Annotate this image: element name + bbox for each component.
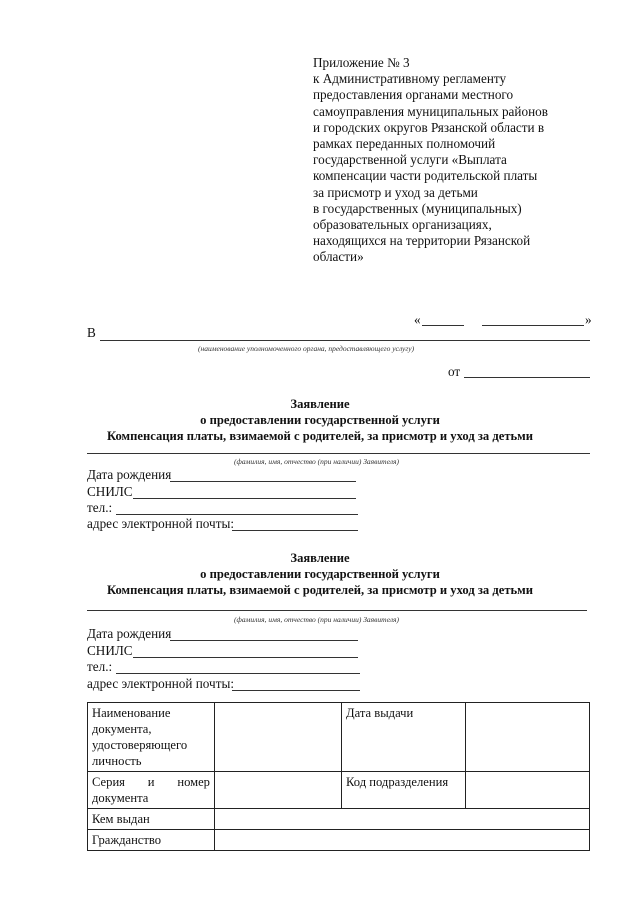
- appendix-line: области»: [313, 249, 364, 265]
- issued-by-label-cell: [88, 809, 215, 830]
- form2-birthdate-label: Дата рождения: [87, 626, 172, 641]
- division-code-label-cell: [342, 772, 466, 809]
- appendix-line: компенсации части родительской платы: [313, 168, 538, 184]
- citizenship-label: Гражданство: [92, 833, 162, 847]
- series-number-value-cell[interactable]: [215, 772, 342, 809]
- form1-phone-blank[interactable]: [116, 514, 358, 515]
- form1-birthdate-row: [87, 467, 171, 483]
- form2-name-hint: (фамилия, имя, отчество (при наличии) Заявителя): [234, 615, 399, 624]
- appendix-line: за присмотр и уход за детьми: [313, 184, 478, 200]
- form1-snils-label: СНИЛС: [87, 484, 133, 499]
- form1-name-blank[interactable]: [87, 453, 590, 454]
- issue-date-label: Дата выдачи: [346, 706, 414, 720]
- date-open-quote: «: [414, 312, 421, 327]
- appendix-line: и городских округов Рязанской области в: [313, 119, 545, 135]
- form1-birthdate-label: Дата рождения: [87, 467, 172, 482]
- table-row: [88, 830, 590, 851]
- form2-email-blank[interactable]: [232, 690, 360, 691]
- form2-email-row: [87, 676, 234, 692]
- form1-title: Заявление: [290, 397, 350, 411]
- appendix-line: предоставления органами местного: [313, 87, 514, 103]
- form1-phone-row: [87, 500, 112, 516]
- form1-name-hint: (фамилия, имя, отчество (при наличии) Заявителя): [234, 457, 399, 466]
- doc-name-label-cell: [88, 703, 215, 772]
- appendix-line: рамках переданных полномочий: [313, 136, 496, 152]
- appendix-line: Приложение № 3: [313, 55, 410, 70]
- form2-snils-label: СНИЛС: [87, 643, 133, 658]
- division-code-value-cell[interactable]: [466, 772, 590, 809]
- form2-phone-label: тел.:: [87, 659, 113, 674]
- series-number-label: [92, 774, 210, 790]
- appendix-line: государственной услуги «Выплата: [313, 152, 507, 168]
- form2-snils-row: [87, 643, 133, 659]
- date-close-quote: »: [585, 312, 592, 327]
- appendix-line: самоуправления муниципальных районов: [313, 103, 548, 119]
- doc-name-label: Наименование документа, удостоверяющего личность: [92, 706, 188, 768]
- citizenship-value-cell[interactable]: [215, 830, 590, 851]
- date-month-blank[interactable]: [482, 325, 584, 326]
- division-code-label: Код подразделения: [346, 775, 449, 789]
- form2-birthdate-blank[interactable]: [170, 640, 358, 641]
- issued-by-value-cell[interactable]: [215, 809, 590, 830]
- document-word: документа: [92, 791, 149, 805]
- recipient-label: В: [87, 325, 96, 340]
- form1-snils-blank[interactable]: [133, 498, 356, 499]
- issued-by-label: Кем выдан: [92, 812, 150, 826]
- form1-email-label: адрес электронной почты:: [87, 516, 234, 531]
- issue-date-label-cell: [342, 703, 466, 772]
- appendix-header: [313, 55, 613, 266]
- form1-phone-label: тел.:: [87, 500, 113, 515]
- doc-name-value-cell[interactable]: [215, 703, 342, 772]
- from-blank[interactable]: [464, 377, 590, 378]
- form1-birthdate-blank[interactable]: [170, 481, 356, 482]
- appendix-line: в государственных (муниципальных): [313, 200, 522, 216]
- form1-email-blank[interactable]: [232, 530, 358, 531]
- recipient-hint: (наименование уполномоченного органа, предоставляющего услугу): [198, 344, 415, 353]
- issue-date-value-cell[interactable]: [466, 703, 590, 772]
- identity-document-table: [87, 702, 590, 851]
- appendix-line: образовательных организациях,: [313, 217, 492, 233]
- form2-phone-row: [87, 659, 112, 675]
- form2-email-label: адрес электронной почты:: [87, 676, 234, 691]
- number-word: номер: [177, 775, 210, 789]
- date-day-blank[interactable]: [422, 325, 464, 326]
- appendix-line: находящихся на территории Рязанской: [313, 233, 531, 249]
- series-number-label-cell: [88, 772, 215, 809]
- form1-email-row: [87, 516, 234, 532]
- form2-birthdate-row: [87, 626, 171, 642]
- form2-name-blank[interactable]: [87, 610, 587, 611]
- form2-subtitle: о предоставлении государственной услуги: [200, 567, 440, 581]
- form2-title: Заявление: [290, 551, 350, 565]
- series-word: Серия: [92, 775, 125, 789]
- citizenship-label-cell: [88, 830, 215, 851]
- table-row: [88, 772, 590, 809]
- form1-service: Компенсация платы, взимаемой с родителей, за присмотр и уход за детьми: [106, 429, 534, 443]
- form1-subtitle: о предоставлении государственной услуги: [200, 413, 440, 427]
- recipient-blank[interactable]: [100, 340, 590, 341]
- form2-phone-blank[interactable]: [116, 673, 360, 674]
- and-word: и: [147, 775, 155, 789]
- form2-snils-blank[interactable]: [133, 657, 358, 658]
- form1-snils-row: [87, 484, 133, 500]
- table-row: [88, 703, 590, 772]
- form2-service: Компенсация платы, взимаемой с родителей, за присмотр и уход за детьми: [106, 583, 534, 597]
- from-label: от: [448, 364, 461, 379]
- appendix-line: к Административному регламенту: [313, 71, 507, 87]
- table-row: [88, 809, 590, 830]
